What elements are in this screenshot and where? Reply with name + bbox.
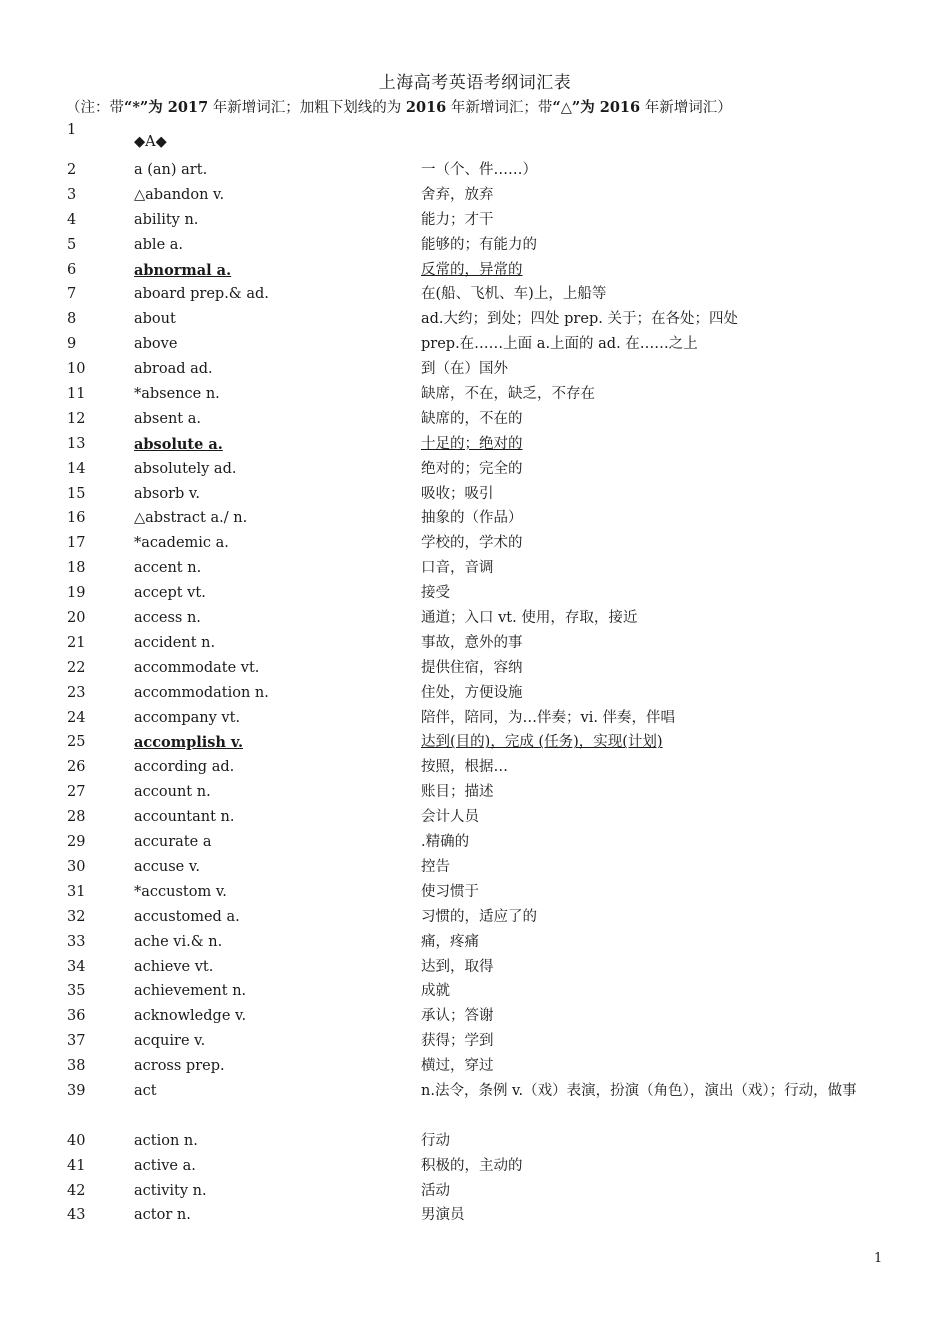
vocab-word: achieve vt.	[134, 958, 214, 975]
table-row	[0, 930, 950, 955]
vocab-meaning: 达到，取得	[421, 958, 494, 975]
vocab-word: abnormal a.	[134, 261, 232, 279]
row-number: 5	[67, 236, 77, 253]
table-row	[0, 681, 950, 706]
vocab-meaning: 能够的；有能力的	[421, 236, 537, 253]
vocab-meaning: 绝对的；完全的	[421, 460, 523, 477]
vocab-word: accurate a	[134, 834, 212, 851]
vocab-word: absent a.	[134, 410, 201, 427]
vocab-meaning: 使习惯于	[421, 883, 479, 900]
vocab-meaning: 吸收；吸引	[421, 485, 494, 502]
vocab-word: accompany vt.	[134, 709, 241, 726]
vocab-meaning: 痛，疼痛	[421, 933, 479, 950]
table-row	[0, 1029, 950, 1054]
table-row	[0, 1154, 950, 1179]
vocab-meaning: 学校的，学术的	[421, 535, 523, 552]
section-label: ◆A◆	[134, 134, 167, 150]
table-row	[0, 805, 950, 830]
vocab-meaning: 通道；入口 vt. 使用，存取，接近	[421, 610, 638, 627]
row-number: 31	[67, 883, 86, 900]
vocab-word: accuse v.	[134, 858, 200, 875]
vocab-meaning: 按照，根据…	[421, 759, 508, 776]
vocab-meaning: 在(船、飞机、车)上，上船等	[421, 286, 607, 303]
vocab-word: △abstract a./ n.	[134, 510, 248, 527]
table-row	[0, 1129, 950, 1154]
vocab-word: action n.	[134, 1132, 198, 1149]
vocab-word: absolute a.	[134, 435, 223, 453]
row-number: 21	[67, 634, 86, 651]
vocab-word: active a.	[134, 1157, 196, 1174]
table-row	[0, 556, 950, 581]
vocab-word: abroad ad.	[134, 361, 213, 378]
row-number: 40	[67, 1132, 86, 1149]
row-number: 16	[67, 510, 86, 527]
vocab-meaning: 横过，穿过	[421, 1058, 494, 1075]
row-number: 10	[67, 361, 86, 378]
table-row	[0, 357, 950, 382]
row-number: 12	[67, 410, 86, 427]
row-number: 6	[67, 261, 77, 278]
table-row	[0, 905, 950, 930]
vocab-word: acquire v.	[134, 1033, 206, 1050]
note-part: 年新增词汇；加粗下划线的为	[208, 100, 406, 116]
vocab-meaning: 行动	[421, 1132, 450, 1149]
vocab-word: a (an) art.	[134, 162, 208, 178]
vocab-meaning: 提供住宿，容纳	[421, 659, 523, 676]
table-row	[0, 955, 950, 980]
row-number: 36	[67, 1008, 86, 1025]
vocab-meaning: 获得；学到	[421, 1033, 494, 1050]
page-number: 1	[874, 1251, 883, 1266]
row-number: 9	[67, 336, 77, 353]
vocab-meaning: 口音，音调	[421, 560, 494, 577]
vocab-meaning: 账目；描述	[421, 784, 494, 801]
table-row	[0, 307, 950, 332]
table-row	[0, 1179, 950, 1204]
table-row	[0, 208, 950, 233]
table-row	[0, 407, 950, 432]
vocab-meaning: 十足的；绝对的	[421, 435, 523, 452]
vocab-meaning: 抽象的（作品）	[421, 510, 523, 527]
vocab-meaning: 住处，方便设施	[421, 684, 523, 701]
row-number: 8	[67, 311, 77, 328]
table-row	[0, 581, 950, 606]
row-number: 35	[67, 983, 86, 1000]
legend-note	[66, 96, 926, 117]
vocab-meaning: 会计人员	[421, 809, 479, 826]
row-number: 42	[67, 1182, 86, 1199]
row-number: 37	[67, 1033, 86, 1050]
table-row	[0, 482, 950, 507]
vocab-meaning: 接受	[421, 585, 450, 602]
row-number: 4	[67, 211, 77, 228]
row-number: 27	[67, 784, 86, 801]
vocab-word: account n.	[134, 784, 211, 801]
vocab-meaning: 能力；才干	[421, 211, 494, 228]
vocab-word: *accustom v.	[134, 883, 227, 900]
vocab-word: accommodate vt.	[134, 659, 260, 676]
vocab-word: actor n.	[134, 1207, 191, 1224]
row-number: 38	[67, 1058, 86, 1075]
note-part: “△”为 2016	[552, 99, 641, 116]
table-row	[0, 1054, 950, 1079]
table-row	[0, 531, 950, 556]
row-number: 2	[67, 162, 77, 178]
row-number: 3	[67, 186, 77, 203]
row-number: 14	[67, 460, 86, 477]
table-row	[0, 233, 950, 258]
note-part: 年新增词汇）	[640, 100, 732, 116]
row-number: 7	[67, 286, 77, 303]
vocab-meaning: 男演员	[421, 1207, 465, 1224]
row-number: 30	[67, 858, 86, 875]
vocab-meaning: 到（在）国外	[421, 361, 508, 378]
vocab-meaning: 缺席，不在，缺乏，不存在	[421, 386, 595, 403]
vocab-word: accommodation n.	[134, 684, 269, 701]
document-title: 上海高考英语考纲词汇表	[378, 73, 572, 93]
table-row	[0, 780, 950, 805]
vocab-word: absolutely ad.	[134, 460, 237, 477]
vocab-meaning: 舍弃，放弃	[421, 186, 494, 203]
row-number: 11	[67, 386, 86, 403]
row-number: 33	[67, 933, 86, 950]
vocab-word: absorb v.	[134, 485, 201, 502]
table-row	[0, 706, 950, 731]
vocab-word: above	[134, 336, 178, 353]
vocab-meaning: .精确的	[421, 834, 470, 851]
vocab-meaning: 成就	[421, 983, 450, 1000]
vocab-meaning: 陪伴，陪同，为…伴奏；vi. 伴奏，伴唱	[421, 709, 676, 726]
vocab-meaning: 一（个、件……）	[421, 162, 537, 178]
row-number: 34	[67, 958, 86, 975]
row-number: 24	[67, 709, 86, 726]
row-number: 20	[67, 610, 86, 627]
row-number: 28	[67, 809, 86, 826]
row-number: 39	[67, 1082, 86, 1099]
vocab-word: *academic a.	[134, 535, 229, 552]
table-row	[0, 258, 950, 283]
vocab-word: aboard prep.& ad.	[134, 286, 269, 303]
table-row	[0, 282, 950, 307]
row-number: 26	[67, 759, 86, 776]
vocab-word: accountant n.	[134, 809, 235, 826]
table-row	[0, 631, 950, 656]
table-row	[0, 1079, 950, 1129]
vocab-meaning: 事故，意外的事	[421, 634, 523, 651]
vocab-meaning: n.法令，条例 v.（戏）表演，扮演（角色），演出（戏）；行动，做事	[421, 1082, 857, 1099]
table-row	[0, 606, 950, 631]
table-row	[0, 755, 950, 780]
vocab-meaning: 控告	[421, 858, 450, 875]
vocab-word: acknowledge v.	[134, 1008, 247, 1025]
table-row	[0, 158, 950, 183]
vocab-word: accent n.	[134, 560, 202, 577]
vocab-word: access n.	[134, 610, 201, 627]
row-number: 17	[67, 535, 86, 552]
vocab-meaning: 反常的，异常的	[421, 261, 523, 278]
vocab-meaning: 承认；答谢	[421, 1008, 494, 1025]
row-number: 15	[67, 485, 86, 502]
vocab-word: accomplish v.	[134, 734, 243, 752]
row-number: 23	[67, 684, 86, 701]
table-row	[0, 332, 950, 357]
table-row	[0, 855, 950, 880]
row-number: 13	[67, 435, 86, 452]
row-number: 32	[67, 908, 86, 925]
vocab-word: act	[134, 1082, 157, 1099]
table-row	[0, 506, 950, 531]
vocab-meaning: 达到(目的)，完成 (任务)，实现(计划)	[421, 734, 663, 751]
vocab-word: ability n.	[134, 211, 199, 228]
row-number: 41	[67, 1157, 86, 1174]
vocab-word: accustomed a.	[134, 908, 240, 925]
vocab-meaning: 积极的，主动的	[421, 1157, 523, 1174]
table-row	[0, 382, 950, 407]
vocab-word: according ad.	[134, 759, 235, 776]
row-number: 43	[67, 1207, 86, 1224]
table-row	[0, 830, 950, 855]
row-number: 22	[67, 659, 86, 676]
table-row	[0, 457, 950, 482]
row-number: 1	[67, 122, 77, 138]
table-row	[0, 1203, 950, 1228]
row-number: 19	[67, 585, 86, 602]
vocab-word: able a.	[134, 236, 184, 253]
vocab-meaning: prep.在……上面 a.上面的 ad. 在……之上	[421, 336, 698, 353]
table-row	[0, 1004, 950, 1029]
vocab-word: ache vi.& n.	[134, 933, 223, 950]
row-number: 18	[67, 560, 86, 577]
vocab-word: activity n.	[134, 1182, 207, 1199]
note-part: “*”为 2017	[124, 99, 209, 116]
vocab-meaning: 活动	[421, 1182, 450, 1199]
table-row	[0, 880, 950, 905]
vocab-word: △abandon v.	[134, 186, 225, 203]
table-row	[0, 730, 950, 755]
vocab-word: achievement n.	[134, 983, 247, 1000]
vocab-word: about	[134, 311, 176, 328]
vocab-meaning: 习惯的，适应了的	[421, 908, 537, 925]
table-row	[0, 979, 950, 1004]
note-part: 年新增词汇；带	[446, 100, 553, 116]
vocab-word: accept vt.	[134, 585, 206, 602]
table-row	[0, 656, 950, 681]
row-number: 29	[67, 834, 86, 851]
section-header-row	[0, 122, 950, 158]
table-row	[0, 183, 950, 208]
note-part: （注：带	[66, 100, 124, 116]
vocab-word: *absence n.	[134, 386, 220, 403]
table-row	[0, 432, 950, 457]
vocab-word: across prep.	[134, 1058, 225, 1075]
vocab-word: accident n.	[134, 634, 216, 651]
note-part: 2016	[405, 99, 447, 116]
row-number: 25	[67, 734, 86, 751]
vocabulary-table	[0, 122, 950, 1228]
vocab-meaning: ad.大约；到处；四处 prep. 关于；在各处；四处	[421, 311, 738, 328]
vocab-meaning: 缺席的，不在的	[421, 410, 523, 427]
